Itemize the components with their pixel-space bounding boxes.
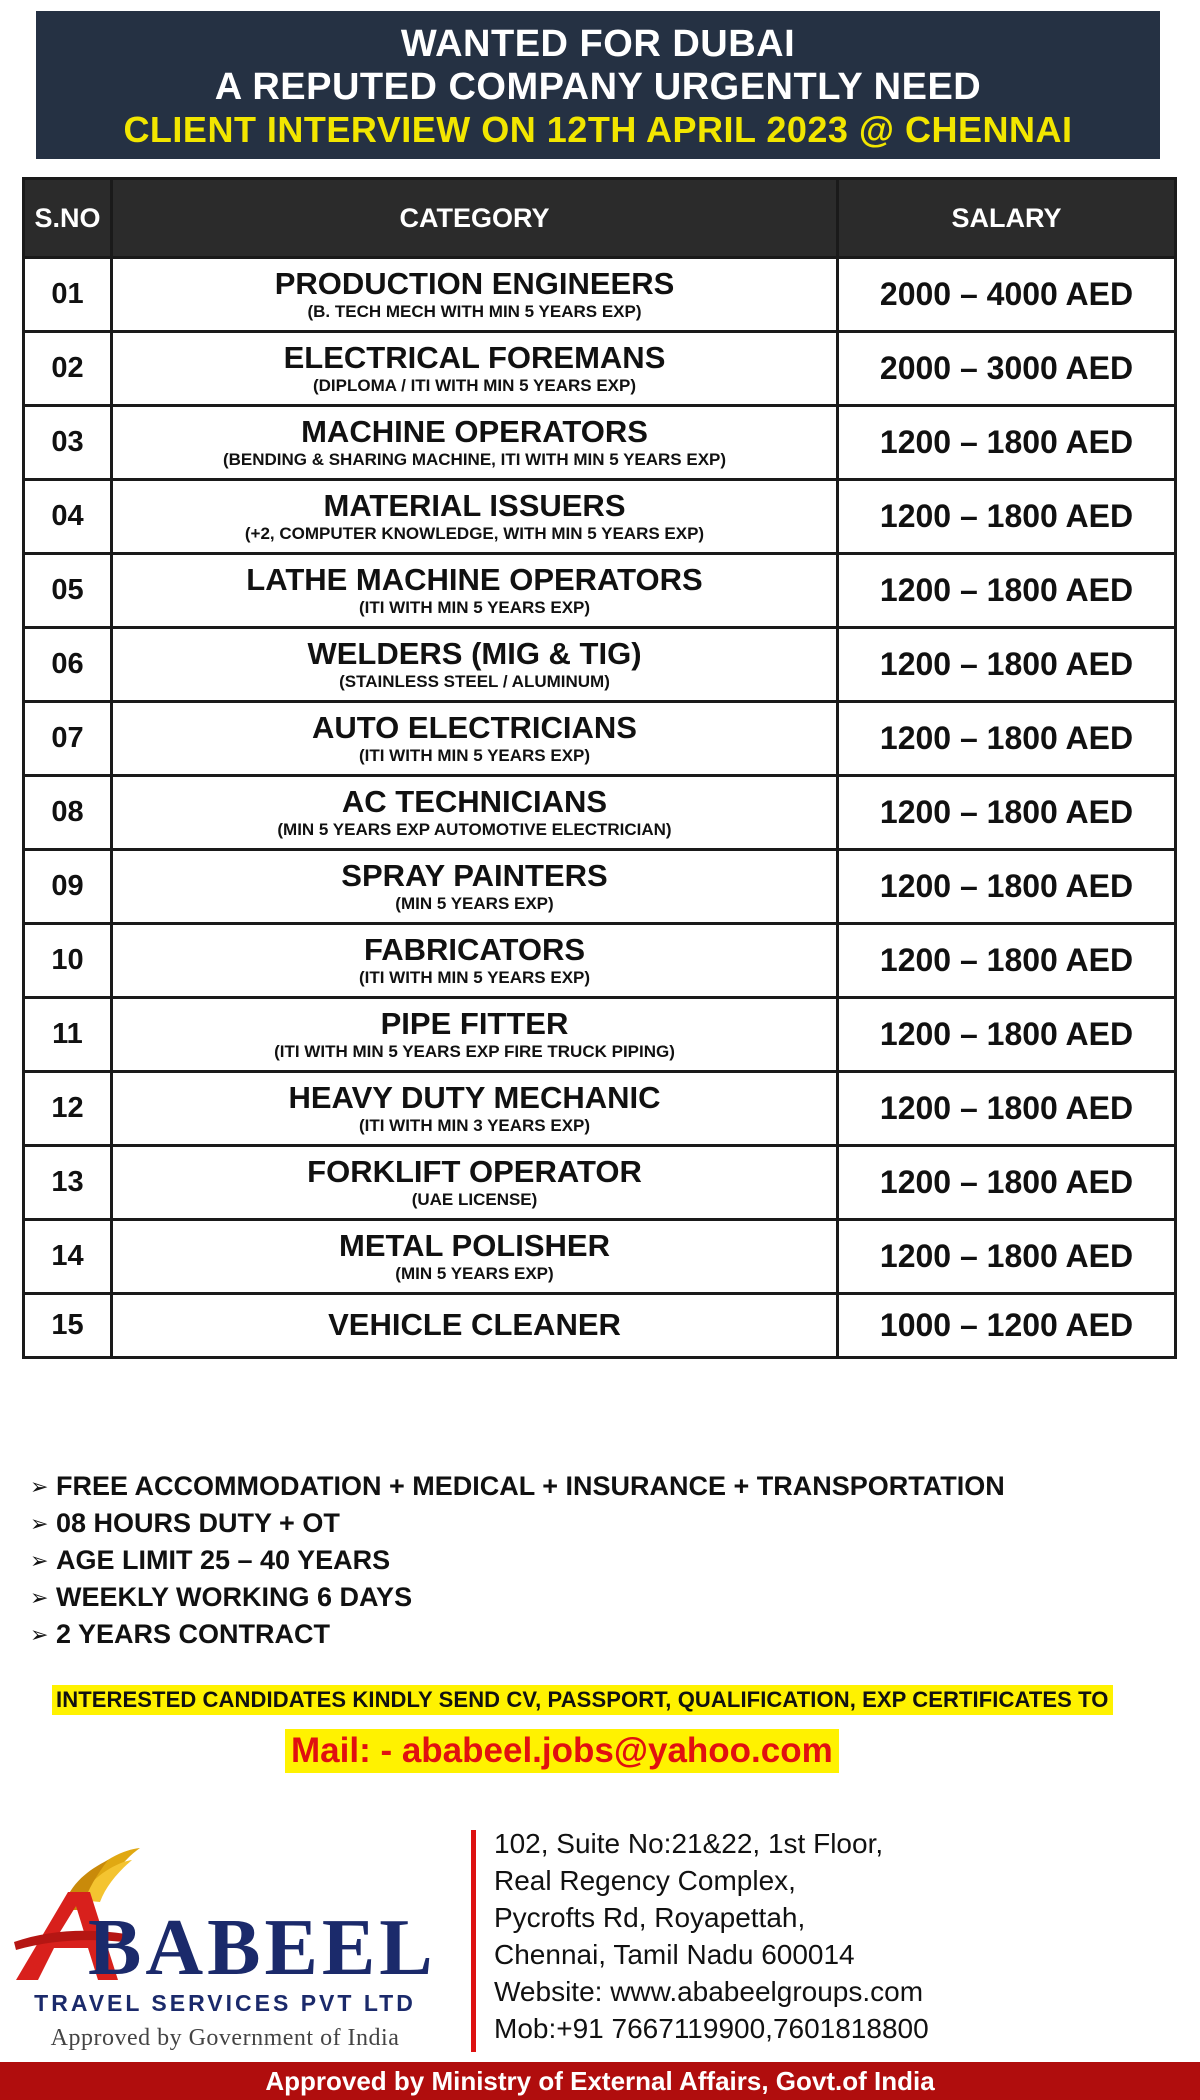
logo-brand: BABEEL	[88, 1904, 437, 1992]
row-salary: 1200 – 1800 AED	[838, 1220, 1176, 1294]
row-category	[112, 480, 838, 554]
divider	[471, 1830, 476, 2052]
benefit-item	[30, 1616, 1005, 1653]
arrow-bullet-icon: ➢	[30, 1548, 49, 1573]
row-sno: 06	[24, 628, 112, 702]
row-salary: 1200 – 1800 AED	[838, 776, 1176, 850]
benefit-text: 08 HOURS DUTY + OT	[56, 1508, 340, 1538]
row-sno: 07	[24, 702, 112, 776]
row-category	[112, 850, 838, 924]
arrow-bullet-icon: ➢	[30, 1585, 49, 1610]
table-row	[24, 1294, 1176, 1358]
table-row	[24, 924, 1176, 998]
category-requirement: (MIN 5 YEARS EXP)	[395, 894, 554, 914]
row-sno: 10	[24, 924, 112, 998]
category-requirement: (B. TECH MECH WITH MIN 5 YEARS EXP)	[307, 302, 642, 322]
row-category	[112, 332, 838, 406]
benefit-text: 2 YEARS CONTRACT	[56, 1619, 331, 1649]
row-sno: 09	[24, 850, 112, 924]
table-row	[24, 702, 1176, 776]
row-salary: 2000 – 4000 AED	[838, 258, 1176, 332]
company-logo	[0, 1830, 460, 2060]
logo-approval: Approved by Government of India	[50, 2025, 400, 2051]
category-requirement: (ITI WITH MIN 5 YEARS EXP)	[358, 746, 591, 766]
row-sno: 02	[24, 332, 112, 406]
row-salary: 1200 – 1800 AED	[838, 628, 1176, 702]
benefit-item	[30, 1505, 1005, 1542]
row-category	[112, 554, 838, 628]
table-body	[24, 258, 1176, 1358]
row-salary: 1200 – 1800 AED	[838, 998, 1176, 1072]
benefits-list	[30, 1468, 1005, 1653]
table-row	[24, 776, 1176, 850]
category-title: HEAVY DUTY MECHANIC	[288, 1079, 661, 1115]
row-salary: 1200 – 1800 AED	[838, 1072, 1176, 1146]
row-salary: 1000 – 1200 AED	[838, 1294, 1176, 1358]
table-row	[24, 332, 1176, 406]
row-category	[112, 1072, 838, 1146]
address-block	[494, 1825, 929, 2047]
category-title: WELDERS (MIG & TIG)	[307, 635, 642, 671]
mail-contact[interactable]: Mail: - ababeel.jobs@yahoo.com	[285, 1729, 839, 1773]
row-sno: 04	[24, 480, 112, 554]
row-sno: 15	[24, 1294, 112, 1358]
category-title: MATERIAL ISSUERS	[323, 487, 626, 523]
category-requirement: (ITI WITH MIN 5 YEARS EXP FIRE TRUCK PIPING)	[274, 1042, 675, 1062]
footer-approval: Approved by Ministry of External Affairs, Govt.of India	[0, 2062, 1200, 2100]
arrow-bullet-icon: ➢	[30, 1474, 49, 1499]
category-requirement: (UAE LICENSE)	[411, 1190, 538, 1210]
row-salary: 1200 – 1800 AED	[838, 554, 1176, 628]
row-salary: 1200 – 1800 AED	[838, 480, 1176, 554]
row-category	[112, 258, 838, 332]
row-category	[112, 924, 838, 998]
table-row	[24, 628, 1176, 702]
benefit-text: WEEKLY WORKING 6 DAYS	[56, 1582, 413, 1612]
address-line: 102, Suite No:21&22, 1st Floor,	[494, 1828, 884, 1859]
table-row	[24, 1220, 1176, 1294]
category-title: VEHICLE CLEANER	[328, 1307, 621, 1343]
category-title: METAL POLISHER	[339, 1227, 610, 1263]
benefit-item	[30, 1542, 1005, 1579]
category-requirement: (ITI WITH MIN 3 YEARS EXP)	[358, 1116, 591, 1136]
mobile-number[interactable]: Mob:+91 7667119900,7601818800	[494, 2013, 929, 2044]
table-row	[24, 1072, 1176, 1146]
row-sno: 03	[24, 406, 112, 480]
row-salary: 1200 – 1800 AED	[838, 406, 1176, 480]
category-title: FABRICATORS	[363, 931, 586, 967]
table-row	[24, 258, 1176, 332]
category-requirement: (MIN 5 YEARS EXP AUTOMOTIVE ELECTRICIAN)	[277, 820, 672, 840]
row-sno: 11	[24, 998, 112, 1072]
header-subtitle: A REPUTED COMPANY URGENTLY NEED	[214, 66, 982, 108]
benefit-text: AGE LIMIT 25 – 40 YEARS	[56, 1545, 391, 1575]
category-title: MACHINE OPERATORS	[301, 413, 648, 449]
row-sno: 08	[24, 776, 112, 850]
category-requirement: (ITI WITH MIN 5 YEARS EXP)	[358, 598, 591, 618]
category-requirement: (BENDING & SHARING MACHINE, ITI WITH MIN 5 YEARS EXP)	[222, 450, 727, 470]
interview-notice: CLIENT INTERVIEW ON 12TH APRIL 2023 @ CHENNAI	[123, 109, 1073, 150]
website-link[interactable]: Website: www.ababeelgroups.com	[494, 1976, 924, 2007]
row-salary: 1200 – 1800 AED	[838, 924, 1176, 998]
row-category	[112, 1146, 838, 1220]
benefit-item	[30, 1468, 1005, 1505]
row-sno: 14	[24, 1220, 112, 1294]
arrow-bullet-icon: ➢	[30, 1622, 49, 1647]
table-row	[24, 480, 1176, 554]
table-row	[24, 998, 1176, 1072]
category-title: PIPE FITTER	[380, 1005, 569, 1041]
row-category	[112, 776, 838, 850]
row-sno: 12	[24, 1072, 112, 1146]
table-header-row	[24, 179, 1176, 258]
header-banner	[36, 11, 1160, 159]
row-sno: 13	[24, 1146, 112, 1220]
interest-notice: INTERESTED CANDIDATES KINDLY SEND CV, PASSPORT, QUALIFICATION, EXP CERTIFICATES TO	[52, 1685, 1113, 1715]
row-category	[112, 1220, 838, 1294]
arrow-bullet-icon: ➢	[30, 1511, 49, 1536]
table-row	[24, 554, 1176, 628]
row-sno: 05	[24, 554, 112, 628]
category-requirement: (STAINLESS STEEL / ALUMINUM)	[339, 672, 610, 692]
row-category	[112, 406, 838, 480]
category-requirement: (DIPLOMA / ITI WITH MIN 5 YEARS EXP)	[312, 376, 637, 396]
row-salary: 2000 – 3000 AED	[838, 332, 1176, 406]
category-title: AC TECHNICIANS	[341, 783, 608, 819]
header-title: WANTED FOR DUBAI	[400, 23, 796, 65]
header-category: CATEGORY	[112, 179, 838, 258]
category-title: AUTO ELECTRICIANS	[312, 709, 637, 745]
category-title: SPRAY PAINTERS	[341, 857, 608, 893]
header-salary: SALARY	[838, 179, 1176, 258]
header-sno: S.NO	[24, 179, 112, 258]
category-requirement: (+2, COMPUTER KNOWLEDGE, WITH MIN 5 YEARS EXP)	[244, 524, 705, 544]
row-category	[112, 998, 838, 1072]
row-category	[112, 1294, 838, 1358]
benefit-text: FREE ACCOMMODATION + MEDICAL + INSURANCE + TRANSPORTATION	[56, 1471, 1005, 1501]
address-line: Chennai, Tamil Nadu 600014	[494, 1939, 855, 1970]
table-row	[24, 406, 1176, 480]
row-salary: 1200 – 1800 AED	[838, 702, 1176, 776]
category-requirement: (ITI WITH MIN 5 YEARS EXP)	[358, 968, 591, 988]
row-category	[112, 628, 838, 702]
logo-company-name: TRAVEL SERVICES PVT LTD	[34, 1990, 416, 2016]
category-requirement: (MIN 5 YEARS EXP)	[395, 1264, 554, 1284]
category-title: ELECTRICAL FOREMANS	[283, 339, 666, 375]
row-sno: 01	[24, 258, 112, 332]
address-line: Pycrofts Rd, Royapettah,	[494, 1902, 806, 1933]
table-row	[24, 1146, 1176, 1220]
address-line: Real Regency Complex,	[494, 1865, 796, 1896]
row-category	[112, 702, 838, 776]
benefit-item	[30, 1579, 1005, 1616]
category-title: LATHE MACHINE OPERATORS	[246, 561, 703, 597]
row-salary: 1200 – 1800 AED	[838, 1146, 1176, 1220]
table-row	[24, 850, 1176, 924]
jobs-table	[22, 177, 1177, 1359]
category-title: PRODUCTION ENGINEERS	[274, 265, 675, 301]
category-title: FORKLIFT OPERATOR	[307, 1153, 642, 1189]
row-salary: 1200 – 1800 AED	[838, 850, 1176, 924]
